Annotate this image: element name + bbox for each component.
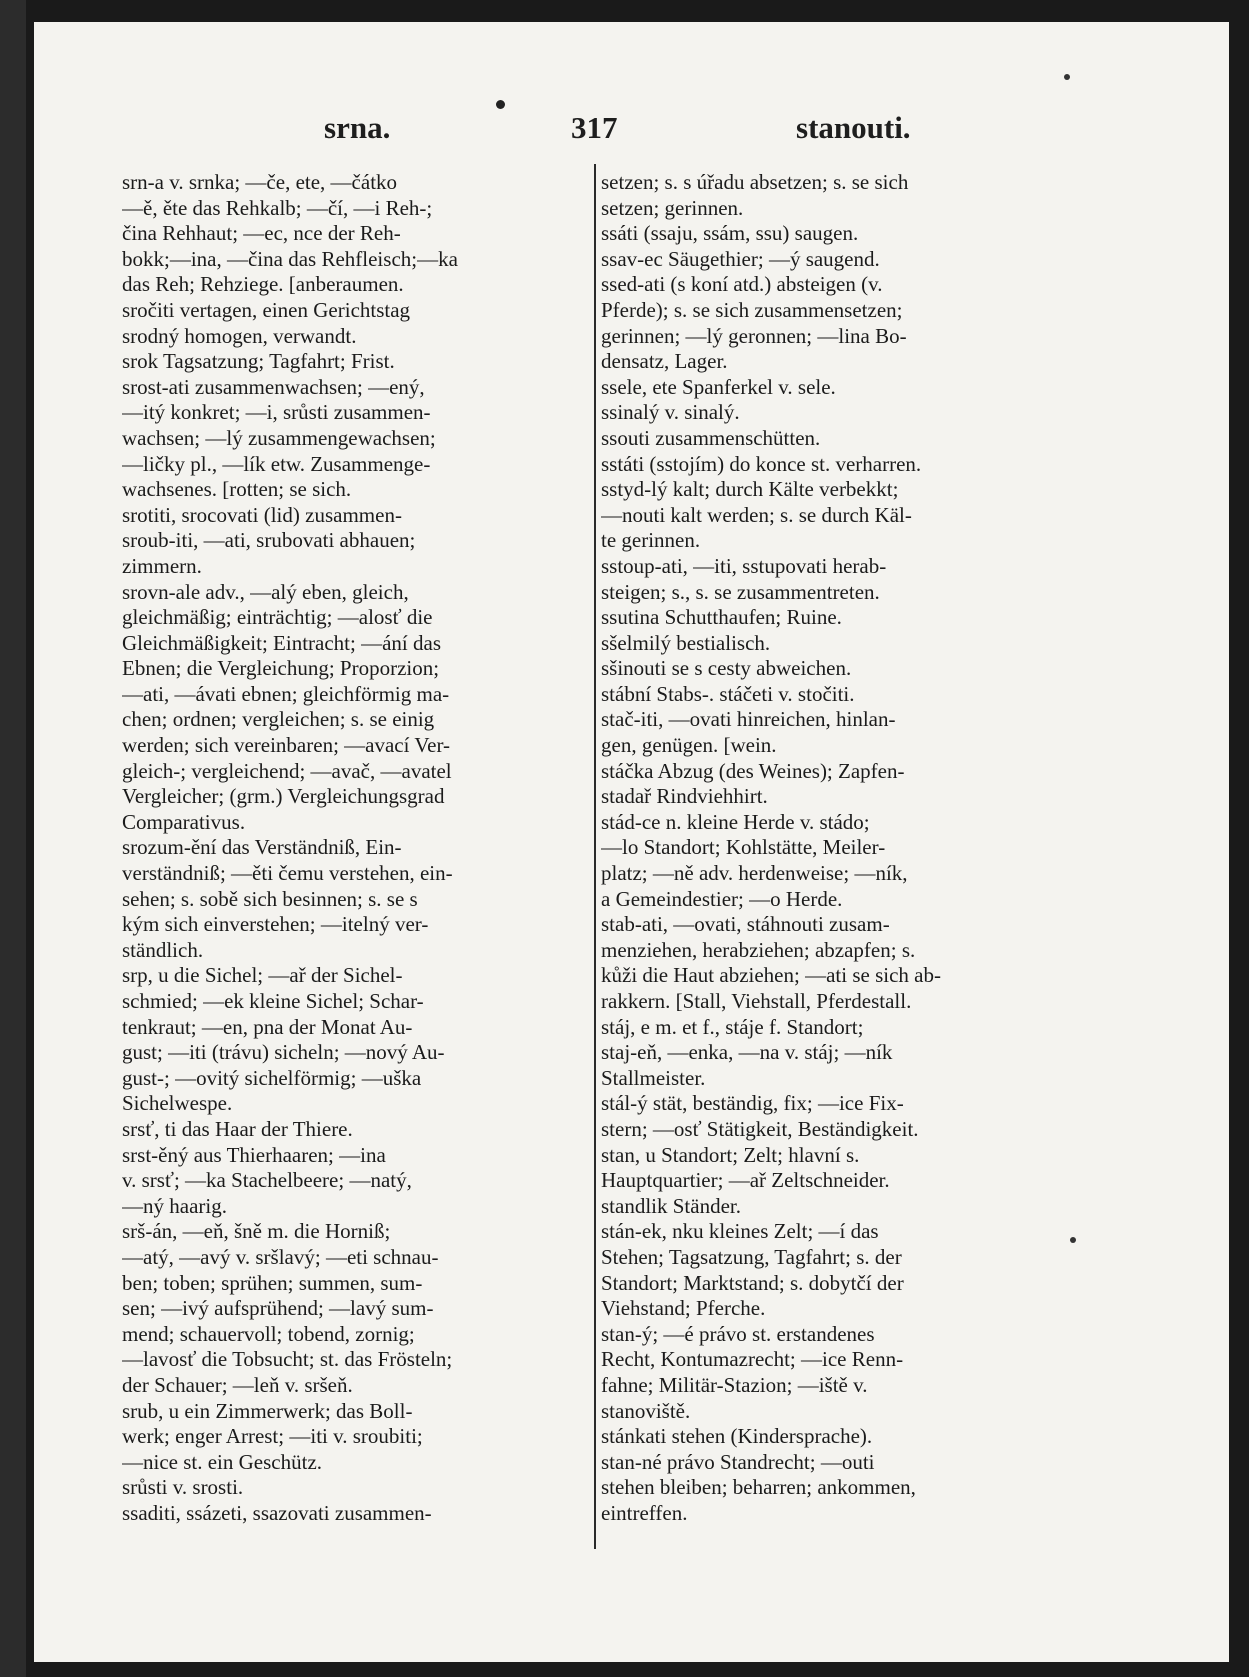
entry-line: ben; toben; sprühen; summen, sum-	[122, 1270, 423, 1295]
entry-line: kůži die Haut abziehen; —ati se sich ab-	[601, 963, 941, 988]
entry-line: tenkraut; —en, pna der Monat Au-	[122, 1014, 413, 1039]
entry-line: werden; sich vereinbaren; —avací Ver-	[122, 733, 451, 758]
entry-line: stáj, e m. et f., stáje f. Standort;	[601, 1014, 864, 1039]
entry-line: werk; enger Arrest; —iti v. sroubiti;	[122, 1424, 423, 1449]
entry-line: stehen bleiben; beharren; ankommen,	[601, 1475, 916, 1500]
entry-line: —ličky pl., —lík etw. Zusammenge-	[122, 451, 431, 476]
entry-line: sšelmilý bestialisch.	[601, 630, 771, 655]
entry-line: eintreffen.	[601, 1500, 688, 1525]
entry-line: Recht, Kontumazrecht; —ice Renn-	[601, 1347, 904, 1372]
entry-line: —ný haarig.	[122, 1193, 227, 1218]
entry-line: bokk;—ina, —čina das Rehfleisch;—ka	[122, 246, 458, 271]
entry-line: Hauptquartier; —ař Zeltschneider.	[601, 1168, 890, 1193]
entry-line: ssed-ati (s koní atd.) absteigen (v.	[601, 272, 883, 297]
entry-line: densatz, Lager.	[601, 349, 728, 374]
scan-left-edge	[0, 0, 26, 1677]
entry-line: menziehen, herabziehen; abzapfen; s.	[601, 937, 916, 962]
entry-line: standlik Ständer.	[601, 1193, 741, 1218]
entry-line: gerinnen; —lý geronnen; —lina Bo-	[601, 323, 907, 348]
entry-line: srovn-ale adv., —alý eben, gleich,	[122, 579, 409, 604]
header-left-guideword: srna.	[324, 110, 391, 145]
entry-line: stánkati stehen (Kindersprache).	[601, 1424, 873, 1449]
entry-line: das Reh; Rehziege. [anberaumen.	[122, 272, 404, 297]
entry-line: setzen; gerinnen.	[601, 195, 744, 220]
entry-line: srost-ati zusammenwachsen; —ený,	[122, 374, 425, 399]
entry-line: verständniß; —ěti čemu verstehen, ein-	[122, 861, 453, 886]
entry-line: schmied; —ek kleine Sichel; Schar-	[122, 989, 424, 1013]
entry-line: —ě, ěte das Rehkalb; —čí, —i Reh-;	[122, 195, 433, 220]
entry-line: stač-iti, —ovati hinreichen, hinlan-	[601, 707, 896, 732]
entry-line: stab-ati, —ovati, stáhnouti zusam-	[601, 912, 890, 937]
entry-line: srp, u die Sichel; —ař der Sichel-	[122, 963, 403, 988]
entry-line: stan-ý; —é právo st. erstandenes	[601, 1321, 875, 1346]
entry-line: ssav-ec Säugethier; —ý saugend.	[601, 246, 880, 271]
ink-dot	[496, 100, 505, 109]
entry-line: gust; —iti (trávu) sicheln; —nový Au-	[122, 1040, 445, 1065]
entry-line: srub, u ein Zimmerwerk; das Boll-	[122, 1398, 413, 1423]
entry-line: ssutina Schutthaufen; Ruine.	[601, 605, 842, 630]
entry-line: te gerinnen.	[601, 528, 701, 553]
entry-line: ssáti (ssaju, ssám, ssu) saugen.	[601, 221, 859, 246]
entry-line: srůsti v. srosti.	[122, 1475, 244, 1500]
entry-line: a Gemeindestier; —o Herde.	[601, 886, 843, 911]
entry-line: sšinouti se s cesty abweichen.	[601, 656, 852, 681]
entry-line: sstáti (sstojím) do konce st. verharren.	[601, 451, 922, 476]
entry-line: stadař Rindviehhirt.	[601, 784, 768, 809]
entry-line: —atý, —avý v. sršlavý; —eti schnau-	[122, 1244, 439, 1269]
entry-line: Vergleicher; (grm.) Vergleichungsgrad	[122, 784, 445, 809]
entry-line: stád-ce n. kleine Herde v. stádo;	[601, 809, 870, 834]
running-header	[34, 92, 1229, 152]
entry-line: ssinalý v. sinalý.	[601, 400, 740, 425]
entry-line: Pferde); s. se sich zusammensetzen;	[601, 297, 903, 322]
entry-line: platz; —ně adv. herdenweise; —ník,	[601, 861, 908, 886]
entry-line: v. srsť; —ka Stachelbeere; —natý,	[122, 1168, 412, 1193]
entry-line: Comparativus.	[122, 809, 246, 834]
entry-line: ssaditi, ssázeti, ssazovati zusammen-	[122, 1500, 432, 1525]
entry-line: sstyd-lý kalt; durch Kälte verbekkt;	[601, 477, 899, 502]
entry-line: Gleichmäßigkeit; Eintracht; —ání das	[122, 630, 441, 655]
entry-line: srst-ěný aus Thierhaaren; —ina	[122, 1142, 386, 1167]
entry-line: stanoviště.	[601, 1398, 691, 1423]
entry-line: —itý konkret; —i, srůsti zusammen-	[122, 400, 431, 425]
entry-line: —ati, —ávati ebnen; gleichförmig ma-	[122, 681, 450, 706]
entry-line: der Schauer; —leň v. sršeň.	[122, 1372, 353, 1397]
entry-line: —nice st. ein Geschütz.	[122, 1449, 323, 1474]
entry-line: ständlich.	[122, 937, 204, 962]
column-divider	[594, 164, 596, 1549]
entry-line: Stehen; Tagsatzung, Tagfahrt; s. der	[601, 1244, 902, 1269]
entry-line: srn-a v. srnka; —če, ete, —čátko	[122, 170, 398, 194]
entry-line: sen; —ivý aufsprühend; —lavý sum-	[122, 1296, 434, 1321]
page-number: 317	[571, 110, 618, 145]
entry-line: gust-; —ovitý sichelförmig; —uška	[122, 1065, 422, 1090]
entry-line: gleichmäßig; einträchtig; —alosť die	[122, 605, 433, 630]
entry-line: zimmern.	[122, 553, 202, 578]
entry-line: srotiti, srocovati (lid) zusammen-	[122, 502, 402, 527]
entry-line: chen; ordnen; vergleichen; s. se einig	[122, 707, 435, 732]
entry-line: stán-ek, nku kleines Zelt; —í das	[601, 1219, 879, 1244]
entry-line: sročiti vertagen, einen Gerichtstag	[122, 297, 411, 322]
entry-line: srš-án, —eň, šně m. die Horniß;	[122, 1219, 391, 1244]
header-right-guideword: stanouti.	[796, 110, 911, 145]
entry-line: Sichelwespe.	[122, 1091, 233, 1116]
entry-line: srsť, ti das Haar der Thiere.	[122, 1116, 353, 1141]
entry-line: ssele, ete Spanferkel v. sele.	[601, 374, 836, 399]
entry-line: srok Tagsatzung; Tagfahrt; Frist.	[122, 349, 395, 374]
entry-line: gleich-; vergleichend; —avač, —avatel	[122, 758, 452, 783]
left-column	[122, 170, 592, 1526]
right-column	[601, 170, 1071, 1526]
entry-line: srodný homogen, verwandt.	[122, 323, 357, 348]
entry-line: Ebnen; die Vergleichung; Proporzion;	[122, 656, 440, 681]
entry-line: sroub-iti, —ati, srubovati abhauen;	[122, 528, 416, 553]
entry-line: mend; schauervoll; tobend, zornig;	[122, 1321, 415, 1346]
entry-line: stábní Stabs-. stáčeti v. stočiti.	[601, 681, 855, 706]
entry-line: —lo Standort; Kohlstätte, Meiler-	[601, 835, 886, 860]
entry-line: sehen; s. sobě sich besinnen; s. se s	[122, 886, 418, 911]
entry-line: kým sich einverstehen; —itelný ver-	[122, 912, 429, 937]
entry-line: čina Rehhaut; —ec, nce der Reh-	[122, 221, 401, 246]
ink-speck	[1064, 74, 1070, 80]
entry-line: stáčka Abzug (des Weines); Zapfen-	[601, 758, 905, 783]
entry-line: ssouti zusammenschütten.	[601, 425, 821, 450]
entry-line: Standort; Marktstand; s. dobytčí der	[601, 1270, 904, 1295]
entry-line: sstoup-ati, —iti, sstupovati herab-	[601, 553, 887, 578]
entry-line: rakkern. [Stall, Viehstall, Pferdestall.	[601, 989, 912, 1013]
entry-line: Viehstand; Pferche.	[601, 1296, 766, 1321]
entry-line: wachsen; —lý zusammengewachsen;	[122, 425, 436, 450]
entry-line: stan-né právo Standrecht; —outi	[601, 1449, 875, 1474]
entry-line: setzen; s. s úřadu absetzen; s. se sich	[601, 170, 909, 194]
dictionary-page	[34, 22, 1229, 1662]
entry-line: —lavosť die Tobsucht; st. das Frösteln;	[122, 1347, 453, 1372]
entry-line: stern; —osť Stätigkeit, Beständigkeit.	[601, 1116, 919, 1141]
entry-line: wachsenes. [rotten; se sich.	[122, 477, 352, 502]
entry-line: fahne; Militär-Stazion; —iště v.	[601, 1372, 868, 1397]
entry-line: stál-ý stät, beständig, fix; —ice Fix-	[601, 1091, 904, 1116]
entry-line: staj-eň, —enka, —na v. stáj; —ník	[601, 1040, 893, 1065]
entry-line: gen, genügen. [wein.	[601, 733, 777, 758]
entry-line: srozum-ění das Verständniß, Ein-	[122, 835, 402, 860]
entry-line: stan, u Standort; Zelt; hlavní s.	[601, 1142, 860, 1167]
entry-line: Stallmeister.	[601, 1065, 706, 1090]
entry-line: —nouti kalt werden; s. se durch Käl-	[601, 502, 912, 527]
entry-line: steigen; s., s. se zusammentreten.	[601, 579, 880, 604]
ink-speck	[1070, 1237, 1076, 1243]
